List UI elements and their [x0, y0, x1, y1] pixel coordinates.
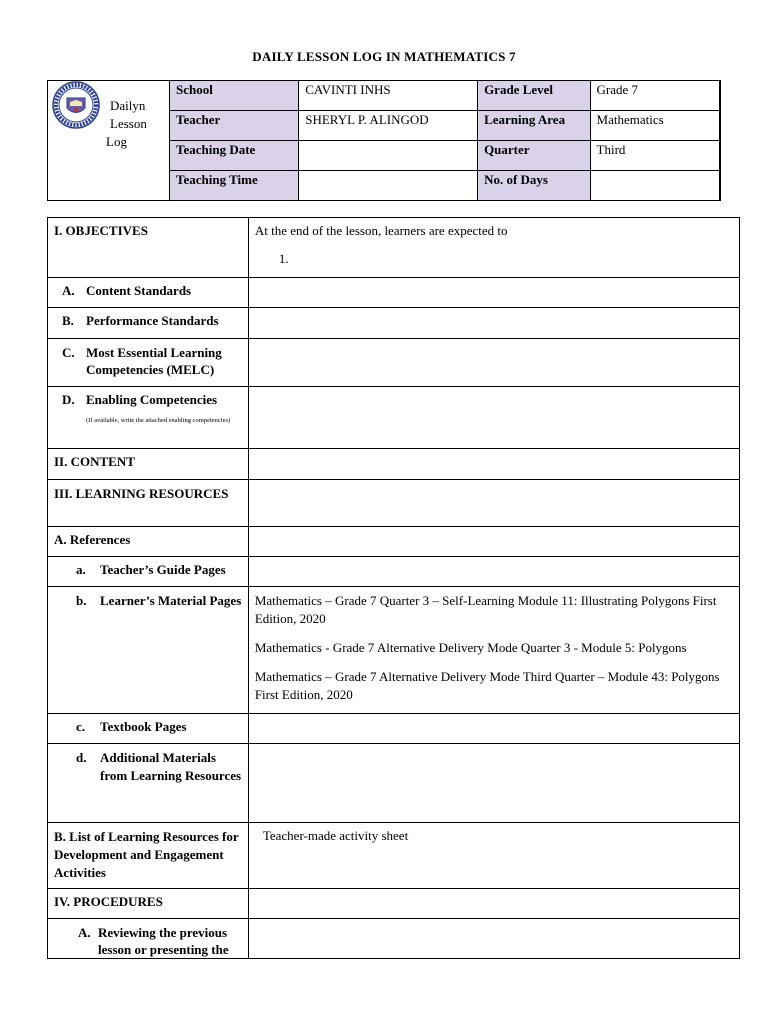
- textbook-pages-marker: c.: [76, 719, 86, 734]
- enabling-competencies-label-cell: [48, 387, 249, 449]
- performance-standards-label: Performance Standards: [86, 313, 219, 328]
- melc-label-cell: [48, 339, 249, 387]
- row-textbook-pages: [48, 714, 740, 744]
- learners-material-label: Learner’s Material Pages: [100, 593, 242, 608]
- lesson-log-table: [47, 217, 740, 959]
- row-learning-resources: [48, 480, 740, 527]
- learning-resources-value: [248, 480, 739, 527]
- teachers-guide-label-cell: [48, 557, 249, 587]
- header-row-teaching-date: [170, 141, 720, 171]
- learners-material-ref-3: Mathematics – Grade 7 Alternative Delivery Mode Third Quarter – Module 43: Polygons First Edition, 2020: [254, 669, 720, 702]
- school-value: CAVINTI INHS: [299, 81, 478, 111]
- list-learning-resources-value: Teacher-made activity sheet: [248, 823, 739, 889]
- textbook-pages-label-cell: [48, 714, 249, 744]
- learning-area-value: Mathematics: [590, 111, 719, 141]
- row-content: [48, 449, 740, 480]
- references-value: [248, 527, 739, 557]
- teacher-value: SHERYL P. ALINGOD: [299, 111, 478, 141]
- row-list-learning-resources: [48, 823, 740, 889]
- melc-marker: C.: [62, 345, 75, 360]
- row-learners-material: [48, 587, 740, 714]
- list-learning-resources-label: B. List of Learning Resources for Development and Engagement Activities: [48, 823, 249, 889]
- row-reviewing-previous-lesson: [48, 919, 740, 959]
- row-performance-standards: [48, 308, 740, 339]
- daily-lesson-log-label: Dailyn Lesson Log: [106, 98, 147, 149]
- grade-level-label: Grade Level: [478, 81, 590, 111]
- content-standards-value: [248, 278, 739, 308]
- melc-label: Most Essential Learning Competencies (MELC): [86, 345, 222, 377]
- school-label: School: [170, 81, 299, 111]
- learners-material-ref-2: Mathematics - Grade 7 Alternative Delivery Mode Quarter 3 - Module 5: Polygons: [254, 640, 687, 655]
- enabling-competencies-value: [248, 387, 739, 449]
- textbook-pages-label: Textbook Pages: [100, 719, 187, 734]
- objectives-label: I. OBJECTIVES: [48, 218, 249, 278]
- reviewing-label-cell: [48, 919, 249, 959]
- deped-seal-icon: [52, 81, 100, 129]
- learners-material-cell: [248, 587, 739, 714]
- header-row-teaching-time: [170, 171, 720, 201]
- content-label: II. CONTENT: [48, 449, 249, 480]
- reviewing-marker: A.: [78, 925, 91, 940]
- teaching-date-label: Teaching Date: [170, 141, 299, 171]
- no-of-days-value: [590, 171, 719, 201]
- learners-material-ref-1: Mathematics – Grade 7 Quarter 3 – Self-Learning Module 11: Illustrating Polygons First Edition, 2020: [254, 593, 717, 626]
- additional-materials-label: Additional Materials from Learning Resources: [100, 750, 242, 783]
- quarter-value: Third: [590, 141, 719, 171]
- additional-materials-label-cell: [48, 744, 249, 823]
- performance-standards-value: [248, 308, 739, 339]
- learning-resources-label: III. LEARNING RESOURCES: [48, 480, 249, 527]
- references-label: A. References: [48, 527, 249, 557]
- objectives-intro: At the end of the lesson, learners are expected to: [254, 223, 508, 238]
- enabling-competencies-note: (If available, write the attached enabling competencies): [86, 417, 231, 424]
- row-melc: [48, 339, 740, 387]
- reviewing-label: Reviewing the previous lesson or presenting the: [98, 925, 229, 957]
- row-content-standards: [48, 278, 740, 308]
- performance-standards-label-cell: [48, 308, 249, 339]
- learning-area-label: Learning Area: [478, 111, 590, 141]
- additional-materials-marker: d.: [76, 750, 87, 765]
- row-objectives: [48, 218, 740, 278]
- learners-material-marker: b.: [76, 593, 87, 608]
- teachers-guide-label: Teacher’s Guide Pages: [100, 562, 226, 577]
- reviewing-value: [248, 919, 739, 959]
- header-info-table: [169, 80, 720, 201]
- procedures-value: [248, 889, 739, 919]
- no-of-days-label: No. of Days: [478, 171, 590, 201]
- textbook-pages-value: [248, 714, 739, 744]
- learners-material-label-cell: [48, 587, 249, 714]
- row-teachers-guide: [48, 557, 740, 587]
- content-standards-marker: A.: [62, 283, 75, 298]
- row-additional-materials: [48, 744, 740, 823]
- teaching-date-value: [299, 141, 478, 171]
- objective-item-1: 1.: [278, 251, 289, 266]
- teacher-label: Teacher: [170, 111, 299, 141]
- content-standards-label-cell: [48, 278, 249, 308]
- row-references: [48, 527, 740, 557]
- row-procedures: [48, 889, 740, 919]
- performance-standards-marker: B.: [62, 313, 74, 328]
- row-enabling-competencies: [48, 387, 740, 449]
- document-title: DAILY LESSON LOG IN MATHEMATICS 7: [252, 49, 516, 64]
- header-row-school: [170, 81, 720, 111]
- teaching-time-value: [299, 171, 478, 201]
- teachers-guide-marker: a.: [76, 562, 86, 577]
- objectives-cell: [248, 218, 739, 278]
- grade-level-value: Grade 7: [590, 81, 719, 111]
- header-row-teacher: [170, 111, 720, 141]
- melc-value: [248, 339, 739, 387]
- additional-materials-value: [248, 744, 739, 823]
- content-standards-label: Content Standards: [86, 283, 192, 298]
- quarter-label: Quarter: [478, 141, 590, 171]
- header-block: [47, 80, 721, 201]
- content-value: [248, 449, 739, 480]
- enabling-competencies-marker: D.: [62, 392, 75, 407]
- teachers-guide-value: [248, 557, 739, 587]
- enabling-competencies-label: Enabling Competencies: [86, 392, 218, 407]
- teaching-time-label: Teaching Time: [170, 171, 299, 201]
- procedures-label: IV. PROCEDURES: [48, 889, 249, 919]
